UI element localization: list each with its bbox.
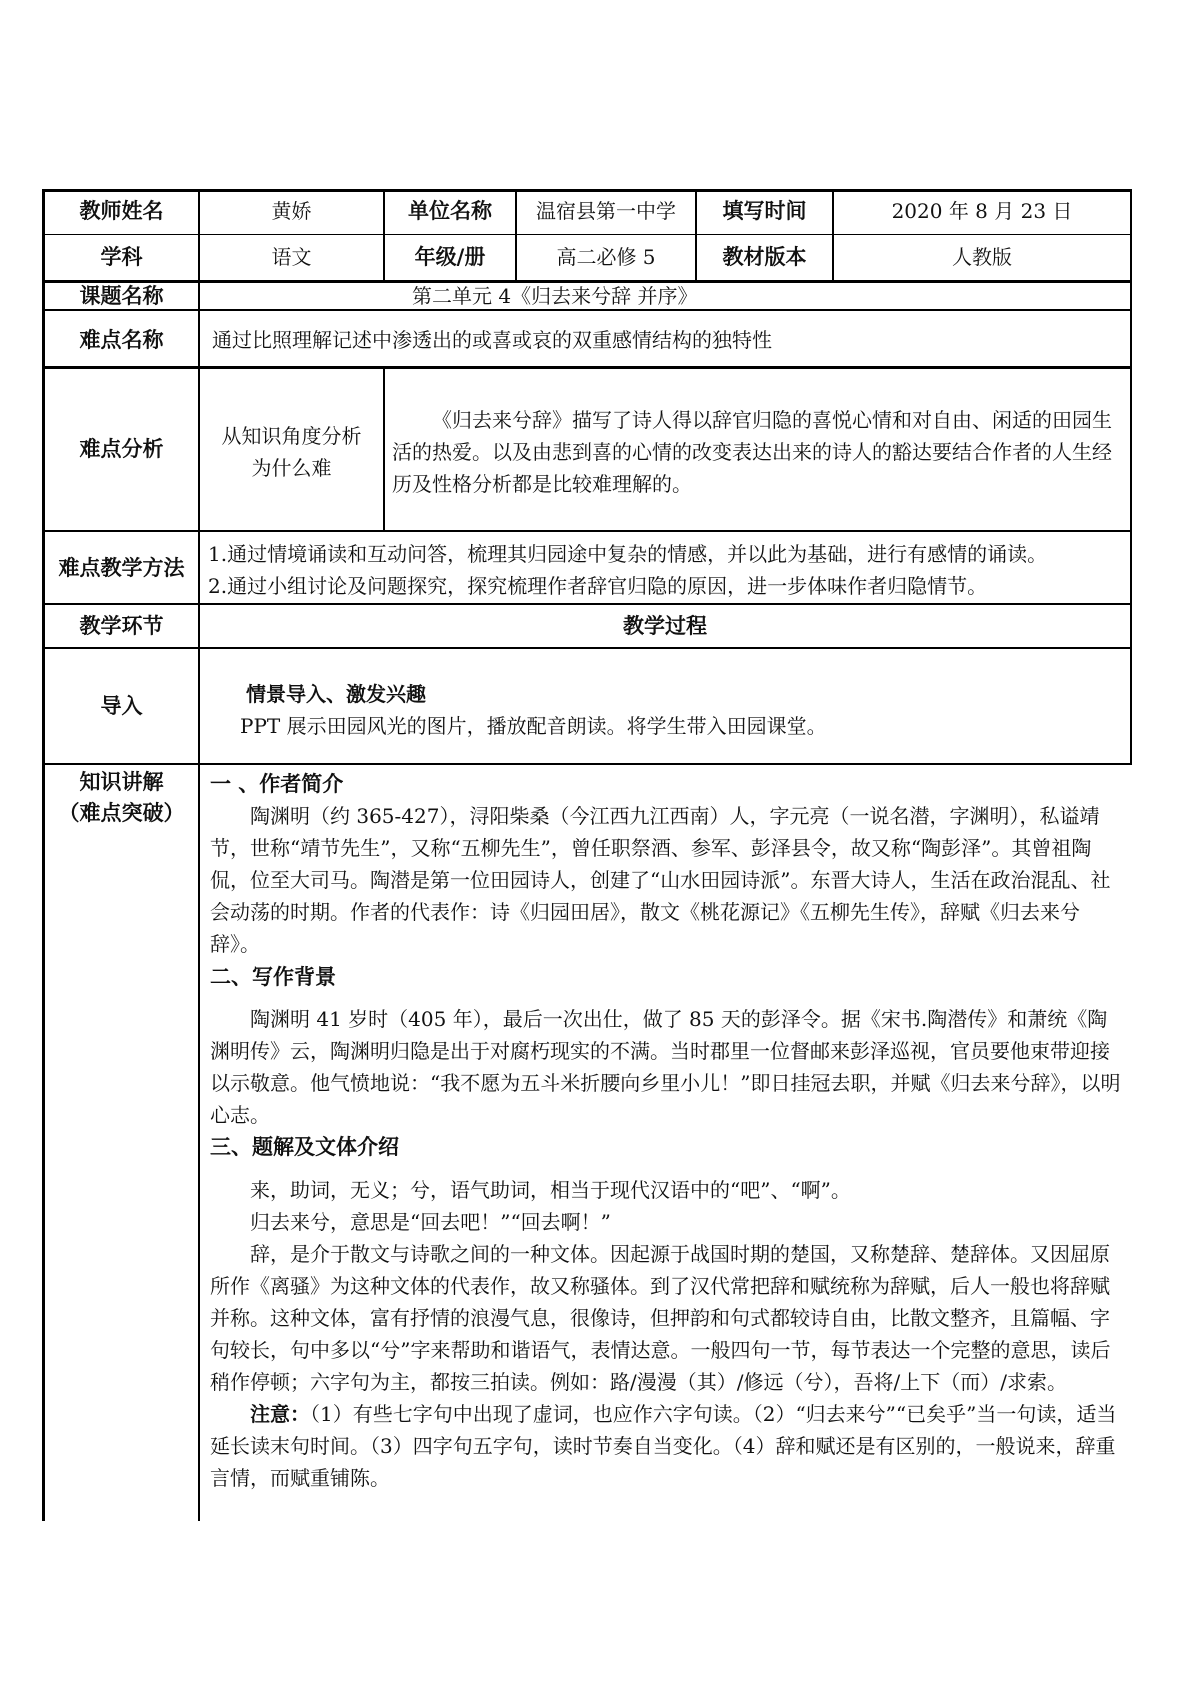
section-genre-note (210, 1398, 1126, 1494)
unit-label: 单位名称 (408, 199, 492, 223)
intro-label: 导入 (100, 694, 143, 718)
table-divider (42, 234, 1132, 235)
section-genre-p2: 归去来兮，意思是“回去吧！”“回去啊！” (250, 1210, 611, 1234)
note-text: （1）有些七字句中出现了虚词，也应作六字句读。（2）“归去来兮”“已矣乎”当一句读，适当延长读末句时间。（3）四字句五字句，读时节奏自当变化。（4）辞和赋还是有区别的，一般说来，辞重言情，而赋重铺陈。 (210, 1402, 1117, 1490)
topic-label: 课题名称 (79, 284, 164, 308)
analysis-text: 《归去来兮辞》描写了诗人得以辞官归隐的喜悦心情和对自由、闲适的田园生活的热爱。以及由悲到喜的心情的改变表达出来的诗人的豁达要结合作者的人生经历及性格分析都是比较难理解的。 (392, 408, 1112, 496)
subject-value: 语文 (271, 245, 312, 269)
analysis-sub-label-2: 为什么难 (251, 456, 332, 480)
table-col-divider (198, 189, 200, 1521)
teacher-value: 黄娇 (271, 199, 312, 223)
unit-value: 温宿县第一中学 (536, 199, 676, 223)
edition-label: 教材版本 (722, 245, 807, 269)
table-divider (42, 530, 1132, 532)
note-label: 注意： (250, 1402, 310, 1426)
difficulty-label: 难点名称 (79, 328, 164, 352)
section-genre-title: 三、题解及文体介绍 (210, 1135, 399, 1159)
table-divider (42, 763, 1132, 765)
section-background-title: 二、写作背景 (210, 965, 336, 989)
method-label: 难点教学方法 (58, 556, 185, 580)
table-divider (42, 603, 1132, 605)
intro-title: 情景导入、激发兴趣 (246, 682, 426, 706)
section-genre-p1: 来，助词，无义；兮，语气助词，相当于现代汉语中的“吧”、“啊”。 (250, 1178, 851, 1202)
table-divider (42, 647, 1132, 649)
knowledge-sublabel: （难点突破） (58, 801, 185, 825)
teacher-label: 教师姓名 (79, 199, 164, 223)
section-author-title: 一 、作者简介 (210, 772, 344, 796)
grade-label: 年级/册 (414, 245, 486, 269)
analysis-label: 难点分析 (79, 437, 164, 461)
analysis-sub-label-1: 从知识角度分析 (221, 424, 362, 448)
edition-value: 人教版 (952, 245, 1012, 269)
subject-label: 学科 (100, 245, 143, 269)
date-value: 2020 年 8 月 23 日 (891, 199, 1073, 223)
table-border-top (42, 189, 1132, 192)
method-line-2: 2.通过小组讨论及问题探究，探究梳理作者辞官归隐的原因，进一步体味作者归隐情节。 (208, 574, 988, 598)
difficulty-value: 通过比照理解记述中渗透出的或喜或哀的双重感情结构的独特性 (212, 328, 772, 352)
table-col-divider (383, 366, 385, 532)
intro-text: PPT 展示田园风光的图片，播放配音朗读。将学生带入田园课堂。 (240, 714, 827, 738)
table-divider (42, 366, 1132, 369)
date-label: 填写时间 (722, 199, 807, 223)
knowledge-label: 知识讲解 (79, 770, 164, 794)
method-line-1: 1.通过情境诵读和互动问答，梳理其归园途中复杂的情感，并以此为基础，进行有感情的诵读。 (208, 542, 1048, 566)
table-border-left (42, 189, 45, 1521)
section-background-text: 陶渊明 41 岁时（405 年），最后一次出仕，做了 85 天的彭泽令。据《宋书.陶潜传》和萧统《陶渊明传》云，陶渊明归隐是出于对腐朽现实的不满。当时郡里一位督邮来彭泽巡视，官员要他束带迎接以示敬意。他气愤地说：“我不愿为五斗米折腰向乡里小儿！”即日挂冠去职，并赋《归去来兮辞》，以明心志。 (210, 1007, 1121, 1127)
process-stage-header: 教学环节 (79, 614, 164, 638)
topic-value: 第二单元 4《归去来兮辞 并序》 (412, 284, 698, 308)
section-genre-p3: 辞，是介于散文与诗歌之间的一种文体。因起源于战国时期的楚国，又称楚辞、楚辞体。又因屈原所作《离骚》为这种文体的代表作，故又称骚体。到了汉代常把辞和赋统称为辞赋，后人一般也将辞赋并称。这种文体，富有抒情的浪漫气息，很像诗，但押韵和句式都较诗自由，比散文整齐，且篇幅、字句较长，句中多以“兮”字来帮助和谐语气，表情达意。一般四句一节，每节表达一个完整的意思，读后稍作停顿；六字句为主，都按三拍读。例如：路/漫漫（其）/修远（兮），吾将/上下（而）/求索。 (210, 1242, 1111, 1394)
grade-value: 高二必修 5 (556, 245, 656, 269)
section-author-text: 陶渊明（约 365-427），浔阳柴桑（今江西九江西南）人，字元亮（一说名潜，字渊明），私谥靖节，世称“靖节先生”，又称“五柳先生”，曾任职祭酒、参军、彭泽县令，故又称“陶彭泽”。其曾祖陶侃，位至大司马。陶潜是第一位田园诗人，创建了“山水田园诗派”。东晋大诗人，生活在政治混乱、社会动荡的时期。作者的代表作：诗《归园田居》，散文《桃花源记》《五柳先生传》，辞赋《归去来兮辞》。 (210, 804, 1111, 956)
table-border-right (1130, 189, 1132, 765)
process-header: 教学过程 (623, 614, 707, 638)
